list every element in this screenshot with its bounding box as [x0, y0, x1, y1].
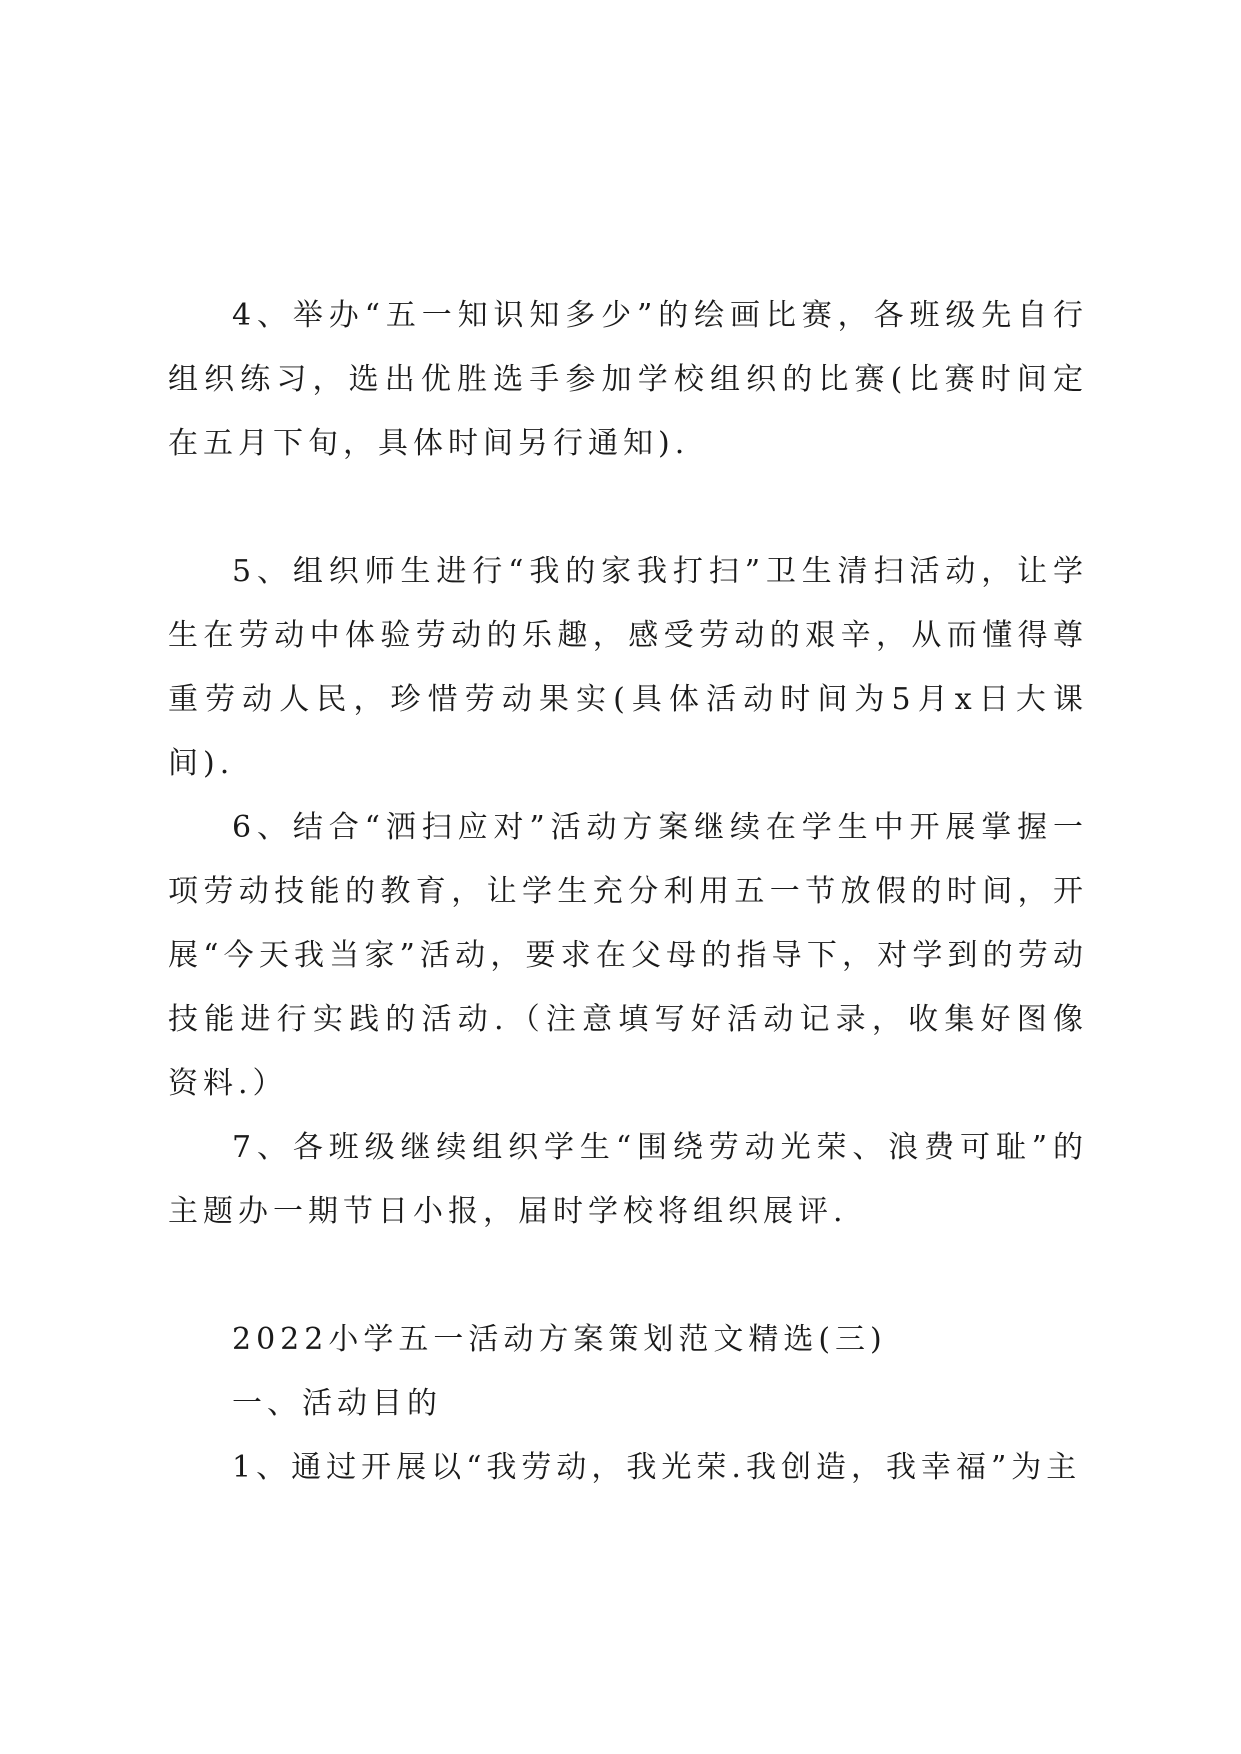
section-title: 2022小学五一活动方案策划范文精选(三): [232, 1322, 887, 1357]
paragraph-item-5: 5、组织师生进行“我的家我打扫”卫生清扫活动，让学生在劳动中体验劳动的乐趣，感受劳动的艰辛，从而懂得尊重劳动人民，珍惜劳动果实(具体活动时间为5月x日大课间).: [168, 554, 1088, 781]
paragraph-item-6: 6、结合“洒扫应对”活动方案继续在学生中开展掌握一项劳动技能的教育，让学生充分利用五一节放假的时间，开展“今天我当家”活动，要求在父母的指导下，对学到的劳动技能进行实践的活动.（注意填写好活动记录，收集好图像资料.）: [168, 810, 1088, 1101]
list-item-1: 1、通过开展以“我劳动，我光荣.我创造，我幸福”为主: [232, 1450, 1082, 1485]
subsection-title: 一、活动目的: [232, 1386, 442, 1421]
paragraph-item-7: 7、各班级继续组织学生“围绕劳动光荣、浪费可耻”的主题办一期节日小报，届时学校将组织展评.: [168, 1130, 1088, 1229]
paragraph-item-4: 4、举办“五一知识知多少”的绘画比赛，各班级先自行组织练习，选出优胜选手参加学校组织的比赛(比赛时间定在五月下旬，具体时间另行通知).: [168, 298, 1088, 461]
